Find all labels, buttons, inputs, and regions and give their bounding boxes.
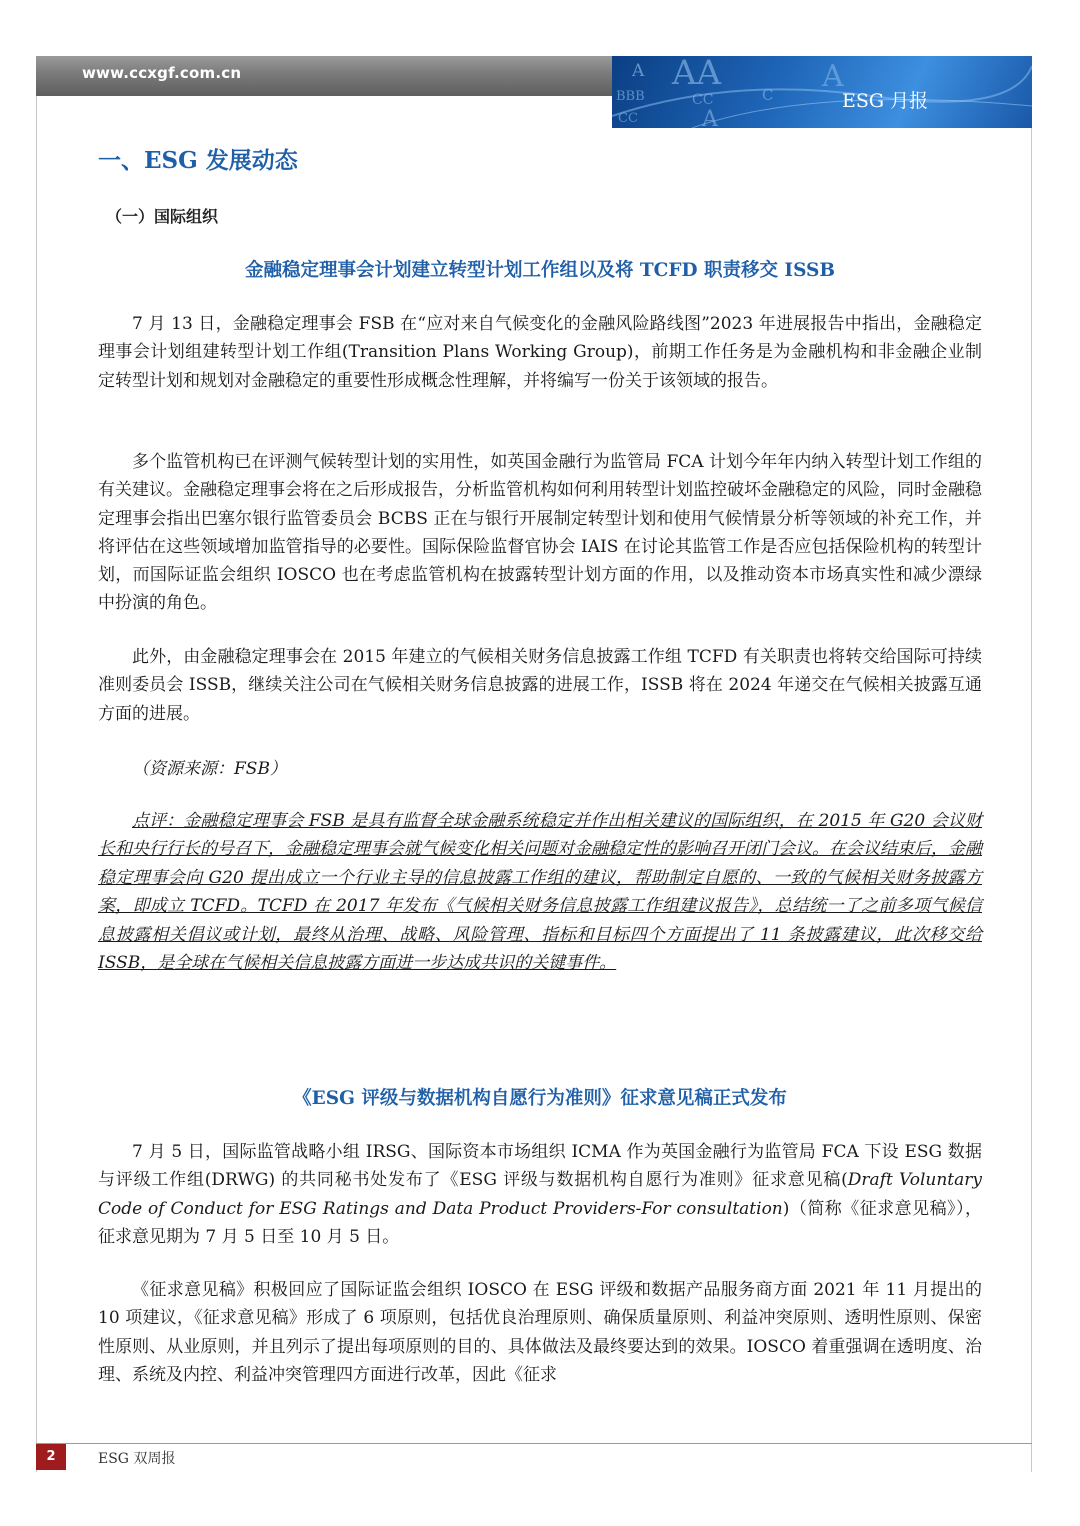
article-title: 金融稳定理事会计划建立转型计划工作组以及将 TCFD 职责移交 ISSB <box>244 260 836 281</box>
paragraph-text: )（简称《征求意见稿》），征求意见期为 7 月 5 日至 10 月 5 日。 <box>98 1198 982 1247</box>
banner-title: ESG 月报 <box>842 90 929 112</box>
article-paragraph: 此外，由金融稳定理事会在 2015 年建立的气候相关财务信息披露工作组 TCFD 有关职责也将转交给国际可持续准则委员会 ISSB，继续关注公司在气候相关财务信息披露的进展工作，ISSB 将在 2024 年递交在气候相关披露互通方面的进展。 <box>98 647 982 724</box>
banner-decoration <box>612 56 1032 128</box>
banner-glyph: CC <box>618 111 638 126</box>
header-banner <box>612 56 1032 128</box>
english-title: Draft Voluntary Code of Conduct for ESG Ratings and Data Product Providers-For consultation <box>98 1170 982 1219</box>
article-paragraph: 7 月 13 日，金融稳定理事会 FSB 在“应对来自气候变化的金融风险路线图”2023 年进展报告中指出，金融稳定理事会计划组建转型计划工作组(Transition Plans Working Group)，前期工作任务是为金融机构和非金融企业制定转型计划和规划对金融稳定的重要性形成概念性理解，并将编写一份关于该领域的报告。 <box>98 314 982 391</box>
section-title: 一、ESG 发展动态 <box>98 147 298 174</box>
page-number: 2 <box>36 1444 66 1470</box>
subsection-title: （一）国际组织 <box>106 207 219 226</box>
footer-divider <box>36 1443 1032 1444</box>
banner-glyph: A <box>632 61 645 81</box>
article-paragraph: 《征求意见稿》积极回应了国际证监会组织 IOSCO 在 ESG 评级和数据产品服务商方面 2021 年 11 月提出的 10 项建议，《征求意见稿》形成了 6 项原则，包括优良治理原则、确保质量原则、利益冲突原则、透明性原则、保密性原则、从业原则，并且列示了提出每项原则的目的、具体做法及最终要达到的效果。IOSCO 着重强调在透明度、治理、系统及内控、利益冲突管理四方面进行改革，因此《征求 <box>98 1280 982 1385</box>
banner-glyph: C <box>762 86 774 104</box>
source-note: （资源来源：FSB） <box>132 759 287 779</box>
banner-glyph: AA <box>672 56 722 93</box>
paragraph-text: 7 月 5 日，国际监管战略小组 IRSG、国际资本市场组织 ICMA 作为英国金融行为监管局 FCA 下设 ESG 数据与评级工作组(DRWG) 的共同秘书处发布了《ESG 评级与数据机构自愿行为准则》征求意见稿( <box>98 1142 982 1191</box>
article-paragraph <box>98 1138 982 1251</box>
commentary: 点评：金融稳定理事会 FSB 是具有监督全球金融系统稳定并作出相关建议的国际组织，在 2015 年 G20 会议财长和央行行长的号召下，金融稳定理事会就气候变化相关问题对金融稳定性的影响召开闭门会议。在会议结束后，金融稳定理事会向 G20 提出成立一个行业主导的信息披露工作组的建议，帮助制定自愿的、一致的气候相关财务披露方案，即成立 TCFD。TCFD 在 2017 年发布《气候相关财务信息披露工作组建议报告》，总结统一了之前多项气候信息披露相关倡议或计划，最终从治理、战略、风险管理、指标和目标四个方面提出了 11 条披露建议，此次移交给 ISSB，是全球在气候相关信息披露方面进一步达成共识的关键事件。 <box>98 811 982 974</box>
article-title: 《ESG 评级与数据机构自愿行为准则》征求意见稿正式发布 <box>293 1088 787 1109</box>
site-url[interactable]: www.ccxgf.com.cn <box>82 64 242 82</box>
banner-glyph: CC <box>692 92 714 108</box>
article-paragraph: 多个监管机构已在评测气候转型计划的实用性，如英国金融行为监管局 FCA 计划今年年内纳入转型计划工作组的有关建议。金融稳定理事会将在之后形成报告，分析监管机构如何利用转型计划监控破坏金融稳定的风险，同时金融稳定理事会指出巴塞尔银行监管委员会 BCBS 正在与银行开展制定转型计划和使用气候情景分析等领域的补充工作，并将评估在这些领域增加监管指导的必要性。国际保险监督官协会 IAIS 在讨论其监管工作是否应包括保险机构的转型计划，而国际证监会组织 IOSCO 也在考虑监管机构在披露转型计划方面的作用，以及推动资本市场真实性和减少漂绿中扮演的角色。 <box>98 452 982 614</box>
banner-glyph: A <box>702 107 718 128</box>
banner-glyph: A <box>822 59 844 94</box>
footer-title: ESG 双周报 <box>98 1451 176 1467</box>
banner-glyph: BBB <box>616 89 645 104</box>
